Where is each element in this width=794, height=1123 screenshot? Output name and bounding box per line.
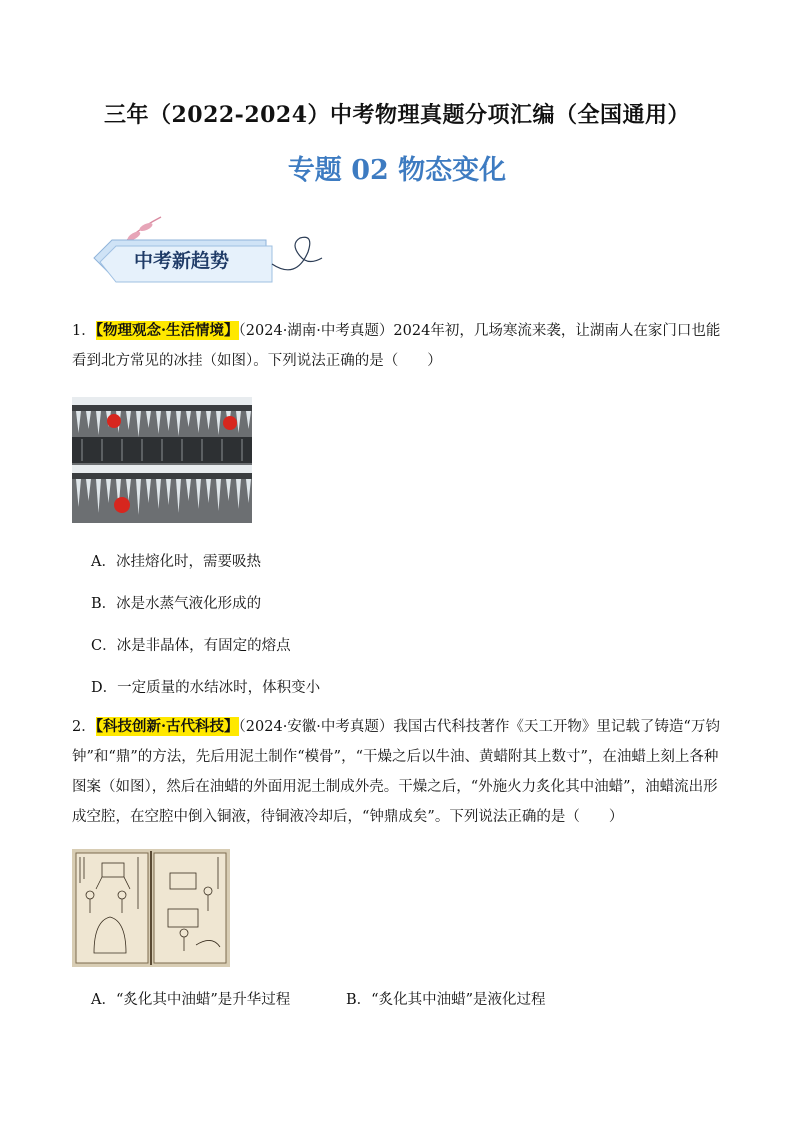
option-1a: A．冰挂熔化时，需要吸热 — [91, 554, 261, 570]
question-text: 2024年初，几场寒流来袭，让湖南人在家门口也能看到北方常见的冰挂（如图）。下列说法正确的是（ ） — [72, 323, 721, 369]
ancient-book-illustration — [72, 849, 230, 967]
question-tag: 【科技创新·古代科技】 — [95, 718, 239, 735]
icicles-photo — [72, 397, 252, 523]
section-badge-label: 中考新趋势 — [134, 250, 230, 272]
question-source: （2024·安徽·中考真题） — [238, 719, 394, 735]
question-tag: 【物理观念·生活情境】 — [95, 322, 239, 339]
question-1 — [72, 316, 722, 376]
section-badge — [86, 212, 326, 292]
option-1c: C．冰是非晶体，有固定的熔点 — [91, 638, 291, 654]
option-1b: B．冰是水蒸气液化形成的 — [91, 596, 262, 612]
option-2a: A．“炙化其中油蜡”是升华过程 — [91, 992, 291, 1008]
question-number: 2． — [72, 719, 96, 735]
question-source: （2024·湖南·中考真题） — [238, 323, 394, 339]
option-1d: D．一定质量的水结冰时，体积变小 — [91, 680, 321, 696]
page-title: 三年（2022-2024）中考物理真题分项汇编（全国通用） — [103, 102, 691, 128]
page-subtitle: 专题 02 物态变化 — [287, 155, 507, 186]
question-number: 1． — [72, 323, 96, 339]
question-text: 我国古代科技著作《天工开物》里记载了铸造“万钧钟”和“鼎”的方法，先后用泥土制作“模骨”，“干燥之后以牛油、黄蜡附其上数寸”，在油蜡上刻上各种图案（如图），然后在油蜡的外面用泥土制成外壳。干燥之后，“外施火力炙化其中油蜡”，油蜡流出形成空腔，在空腔中倒入铜液，待铜液冷却后，“钟鼎成矣”。下列说法正确的是（ ） — [72, 719, 720, 825]
option-2b: B．“炙化其中油蜡”是液化过程 — [346, 992, 546, 1008]
question-2 — [72, 712, 722, 832]
